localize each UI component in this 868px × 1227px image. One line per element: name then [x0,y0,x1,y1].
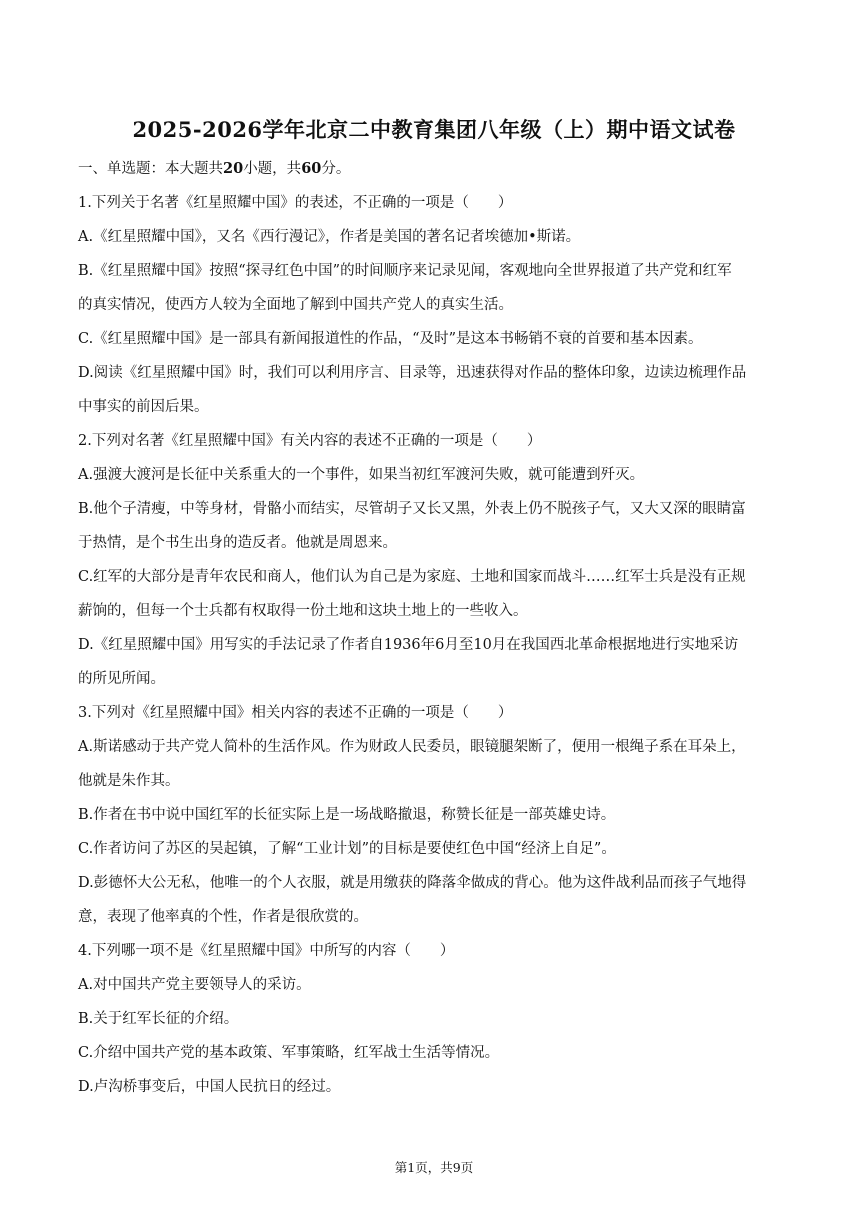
text-line: C.《红星照耀中国》是一部具有新闻报道性的作品，“及时”是这本书畅销不衰的首要和基本因素。 [78,331,703,347]
text-line: C.介绍中国共产党的基本政策、军事策略，红军战士生活等情况。 [78,1045,500,1061]
section-score: 60 [301,160,322,177]
text-line: A.斯诺感动于共产党人简朴的生活作风。作为财政人民委员，眼镜腿架断了，便用一根绳子系在耳朵上， [78,739,746,755]
text-line: A.对中国共产党主要领导人的采访。 [78,977,311,993]
question-content [78,152,790,1104]
text-line: 薪饷的，但每一个士兵都有权取得一份土地和这块土地上的一些收入。 [78,603,528,619]
exam-title: 2025-2026学年北京二中教育集团八年级（上）期中语文试卷 [132,117,736,142]
text-line: 1.下列关于名著《红星照耀中国》的表述，不正确的一项是（ ） [78,195,513,211]
text-line: A.《红星照耀中国》，又名《西行漫记》，作者是美国的著名记者埃德加•斯诺。 [78,229,581,245]
section-prefix: 一、单选题：本大题共 [78,161,223,177]
text-line: B.作者在书中说中国红军的长征实际上是一场战略撤退，称赞长征是一部英雄史诗。 [78,807,616,823]
text-line: B.他个子清瘦，中等身材，骨骼小而结实，尽管胡子又长又黑，外表上仍不脱孩子气，又大又深的眼睛富 [78,501,746,517]
text-line: 4.下列哪一项不是《红星照耀中国》中所写的内容（ ） [78,943,455,959]
text-line: B.关于红军长征的介绍。 [78,1011,239,1027]
text-line: 2.下列对名著《红星照耀中国》有关内容的表述不正确的一项是（ ） [78,433,542,449]
text-line: 意，表现了他率真的个性，作者是很欣赏的。 [78,909,368,925]
text-line: 他就是朱作其。 [78,773,180,789]
text-line: B.《红星照耀中国》按照“探寻红色中国”的时间顺序来记录见闻，客观地向全世界报道了共产党和红军 [78,263,732,279]
text-line: 的所见所闻。 [78,671,165,687]
text-line: C.作者访问了苏区的吴起镇，了解“工业计划”的目标是要使红色中国“经济上自足”。 [78,841,616,857]
text-line: D.《红星照耀中国》用写实的手法记录了作者自1936年6月至10月在我国西北革命根据地进行实地采访 [78,637,739,653]
text-line: 的真实情况，使西方人较为全面地了解到中国共产党人的真实生活。 [78,297,513,313]
section-count: 20 [223,160,244,177]
text-line: 于热情，是个书生出身的造反者。他就是周恩来。 [78,535,397,551]
text-line: 3.下列对《红星照耀中国》相关内容的表述不正确的一项是（ ） [78,705,513,721]
section-heading [78,152,790,186]
section-middle: 小题，共 [243,161,302,177]
text-line: A.强渡大渡河是长征中关系重大的一个事件，如果当初红军渡河失败，就可能遭到歼灭。 [78,467,645,483]
text-line: D.卢沟桥事变后，中国人民抗日的经过。 [78,1079,341,1095]
text-line: D.彭德怀大公无私，他唯一的个人衣服，就是用缴获的降落伞做成的背心。他为这件战利品而孩子气地得 [78,875,747,891]
text-line: D.阅读《红星照耀中国》时，我们可以利用序言、目录等，迅速获得对作品的整体印象，边读边梳理作品 [78,365,747,381]
page-footer: 第1页，共9页 [394,1160,474,1175]
section-suffix: 分。 [321,161,351,177]
text-line: C.红军的大部分是青年农民和商人，他们认为自己是为家庭、土地和国家而战斗……红军士兵是没有正规 [78,569,746,585]
text-line: 中事实的前因后果。 [78,399,209,415]
